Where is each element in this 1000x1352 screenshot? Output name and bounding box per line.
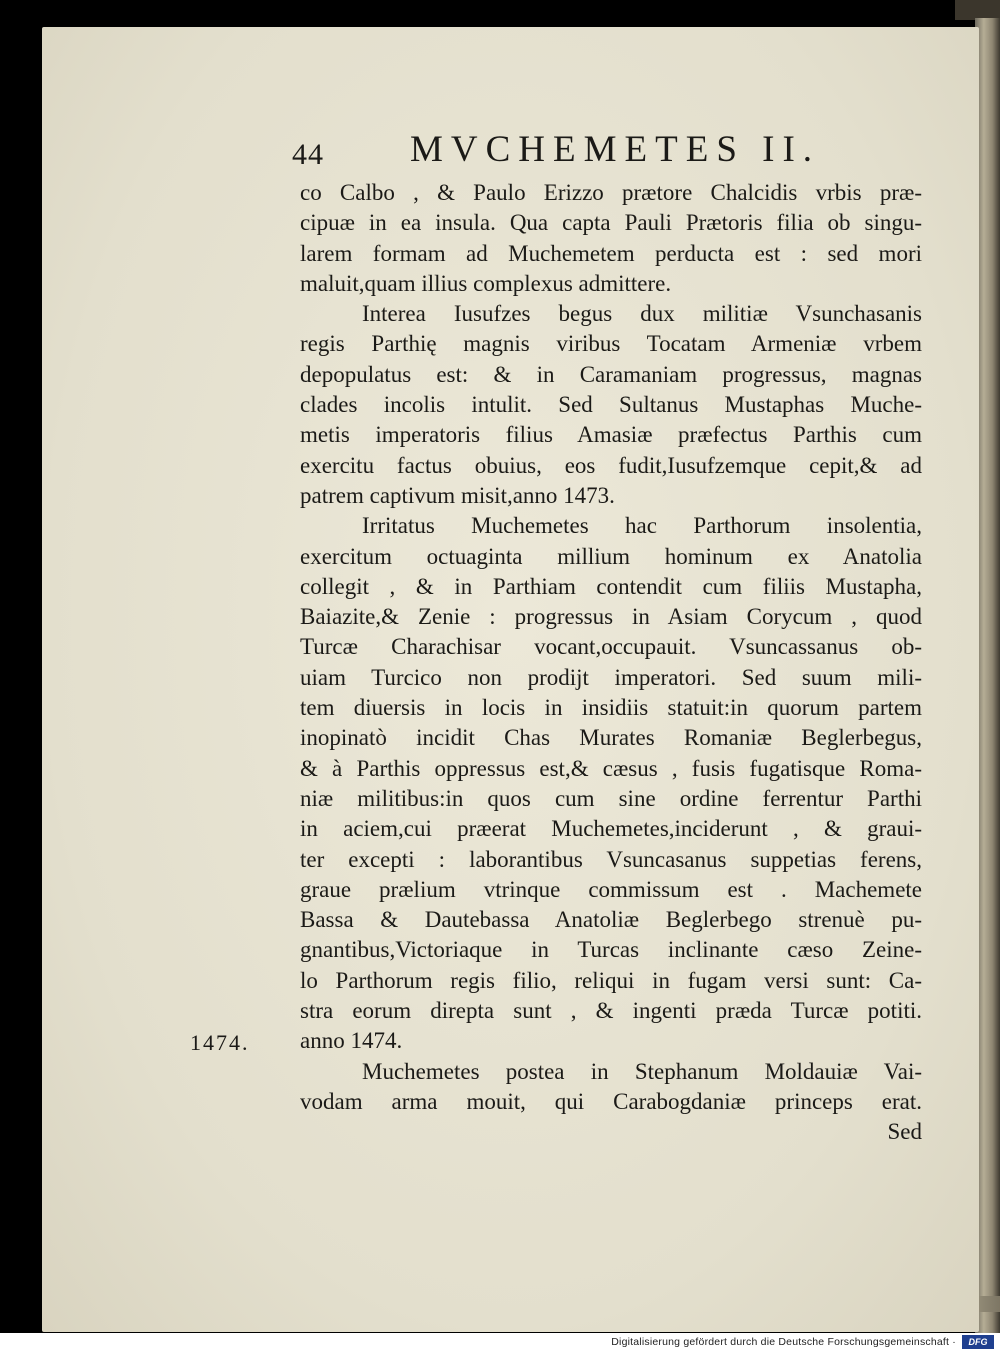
text-line: exercitu factus obuius, eos fudit,Iusufzemque cepit,& ad (300, 452, 922, 478)
text-line: uiam Turcico non prodijt imperatori. Sed suum mili- (300, 664, 922, 690)
text-line: Bassa & Dautebassa Anatoliæ Beglerbego strenuè pu- (300, 907, 922, 933)
text-line: ter excepti : laborantibus Vsuncasanus suppetias ferens, (300, 846, 922, 872)
text-line: collegit , & in Parthiam contendit cum filiis Mustapha, (300, 573, 922, 599)
text-line: co Calbo , & Paulo Erizzo prætore Chalcidis vrbis præ- (300, 180, 922, 205)
page-header (292, 128, 912, 176)
text-line: inopinatò incidit Chas Murates Romaniæ Beglerbegus, (300, 725, 922, 751)
text-line: Muchemetes postea in Stephanum Moldauiæ Vai- (362, 1058, 922, 1084)
text-line: lo Parthorum regis filio, reliqui in fugam versi sunt: Ca- (300, 967, 922, 993)
text-line: exercitum octuaginta millium hominum ex Anatolia (300, 543, 922, 569)
text-line: Turcæ Charachisar vocant,occupauit. Vsuncassanus ob- (300, 634, 922, 660)
text-line: in aciem,cui præerat Muchemetes,inciderunt , & graui- (300, 816, 922, 842)
text-line: cipuæ in ea insula. Qua capta Pauli Prætoris filia ob singu- (300, 210, 922, 236)
dfg-logo-icon: DFG (962, 1335, 994, 1349)
catchword: Sed (887, 1119, 922, 1145)
page-number: 44 (292, 138, 324, 171)
binding-edge-top (955, 0, 1000, 20)
text-line: graue prælium vtrinque commissum est . Machemete (300, 876, 922, 902)
text-line: depopulatus est: & in Caramaniam progressus, magnas (300, 361, 922, 387)
body-text (300, 178, 922, 1148)
text-line: larem formam ad Muchemetem perducta est : sed mori (300, 240, 922, 266)
text-line: Interea Iusufzes begus dux militiæ Vsunchasanis (362, 301, 922, 327)
text-line: regis Parthię magnis viribus Tocatam Armeniæ vrbem (300, 331, 922, 357)
text-line: stra eorum direpta sunt , & ingenti præda Turcæ potiti. (300, 998, 922, 1024)
margin-note-year: 1474. (190, 1030, 250, 1055)
text-line: Baiazite,& Zenie : progressus in Asiam Corycum , quod (300, 604, 922, 630)
text-line: Irritatus Muchemetes hac Parthorum insolentia, (362, 513, 922, 539)
text-line: anno 1474. (300, 1028, 403, 1054)
text-line: metis imperatoris filius Amasiæ præfectus Parthis cum (300, 422, 922, 448)
footer-bar (0, 1333, 1000, 1352)
text-line: & à Parthis oppressus est,& cæsus , fusis fugatisque Roma- (300, 755, 922, 781)
text-line: tem diuersis in locis in insidiis statuit:in quorum partem (300, 695, 922, 721)
text-line: gnantibus,Victoriaque in Turcas inclinante cæso Zeine- (300, 937, 922, 963)
running-title: MVCHEMETES II. (410, 129, 821, 170)
text-line: maluit,quam illius complexus admittere. (300, 270, 672, 296)
text-line: niæ militibus:in quos cum sine ordine ferrentur Parthi (300, 785, 922, 811)
funding-credit: Digitalisierung gefördert durch die Deutsche Forschungsgemeinschaft · (611, 1336, 956, 1348)
text-line: vodam arma mouit, qui Carabogdaniæ princeps erat. (300, 1088, 922, 1114)
text-line: clades incolis intulit. Sed Sultanus Mustaphas Muche- (300, 392, 922, 418)
text-line: patrem captivum misit,anno 1473. (300, 482, 615, 508)
